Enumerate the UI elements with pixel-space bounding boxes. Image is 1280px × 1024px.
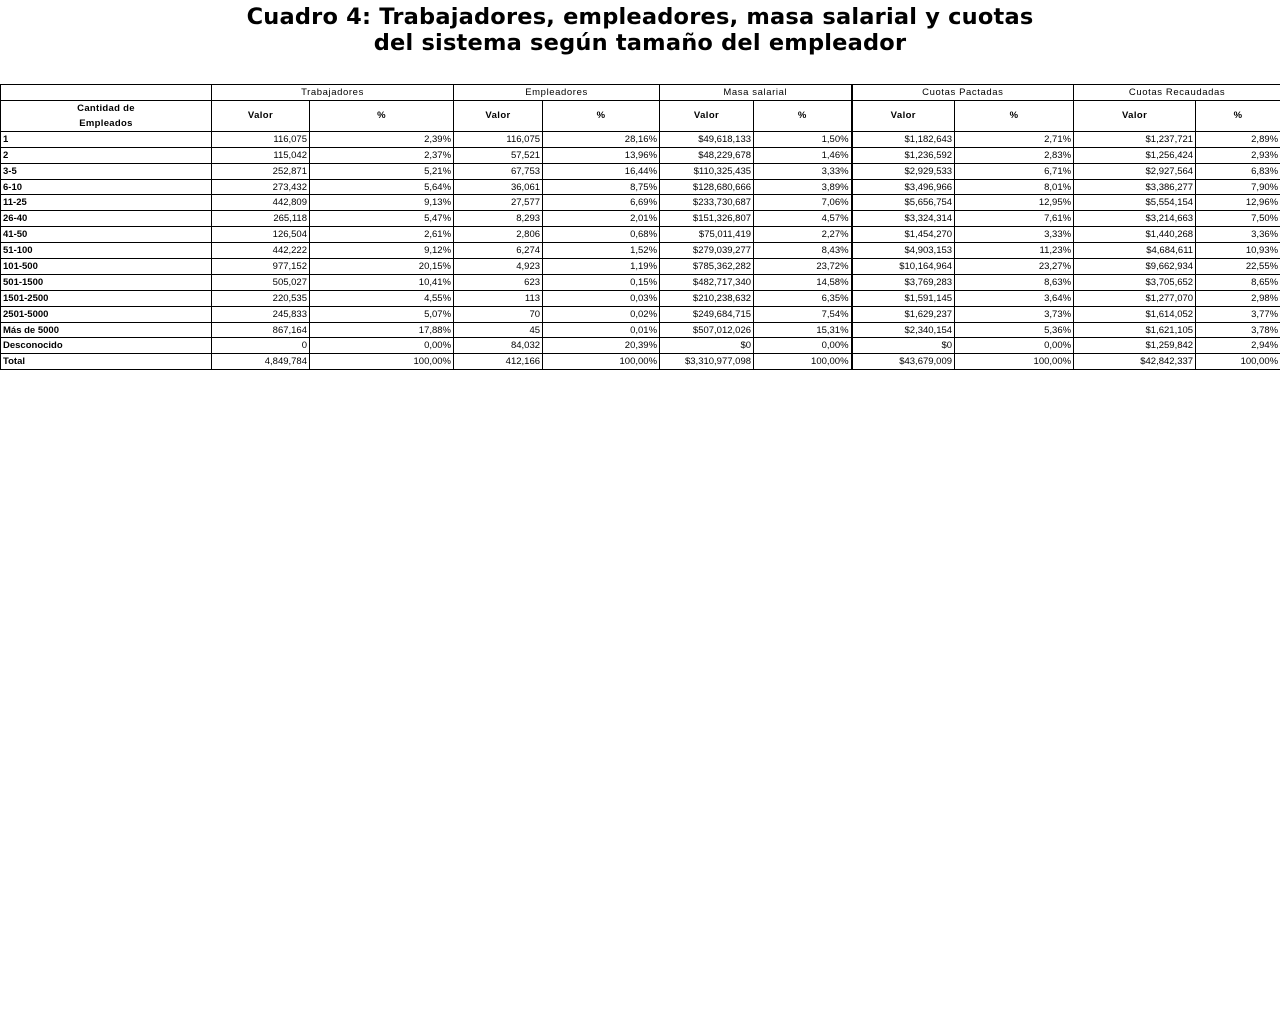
percent-cell: 12,95%: [955, 195, 1074, 211]
percent-cell: 9,12%: [310, 243, 454, 259]
percent-cell: 6,35%: [754, 290, 852, 306]
stub-header-blank: [1, 85, 212, 101]
percent-cell: 7,61%: [955, 211, 1074, 227]
percent-cell: 1,52%: [543, 243, 660, 259]
percent-cell: 3,73%: [955, 306, 1074, 322]
value-cell: $2,927,564: [1074, 163, 1196, 179]
value-cell: 867,164: [212, 322, 310, 338]
value-cell: $3,310,977,098: [660, 354, 754, 370]
value-cell: $9,662,934: [1074, 259, 1196, 275]
value-cell: 126,504: [212, 227, 310, 243]
percent-cell: 1,46%: [754, 147, 852, 163]
percent-cell: 8,01%: [955, 179, 1074, 195]
value-cell: $5,554,154: [1074, 195, 1196, 211]
value-cell: 977,152: [212, 259, 310, 275]
value-cell: $4,684,611: [1074, 243, 1196, 259]
value-cell: 116,075: [212, 131, 310, 147]
table-row: [1, 306, 1280, 322]
row-label: 26-40: [1, 211, 212, 227]
percent-cell: 1,19%: [543, 259, 660, 275]
value-cell: 623: [454, 274, 543, 290]
value-cell: $1,236,592: [852, 147, 955, 163]
percent-cell: 7,90%: [1196, 179, 1280, 195]
table-row: [1, 131, 1280, 147]
group-header-cuotas-pactadas: Cuotas Pactadas: [852, 85, 1074, 101]
value-cell: 0: [212, 338, 310, 354]
percent-cell: 5,36%: [955, 322, 1074, 338]
percent-cell: 8,65%: [1196, 274, 1280, 290]
value-cell: $3,769,283: [852, 274, 955, 290]
value-cell: $2,929,533: [852, 163, 955, 179]
value-cell: 245,833: [212, 306, 310, 322]
sub-header-valor: Valor: [1074, 100, 1196, 131]
percent-cell: 23,72%: [754, 259, 852, 275]
table-row: [1, 290, 1280, 306]
row-label: 2: [1, 147, 212, 163]
table-row: [1, 147, 1280, 163]
data-table: [0, 84, 1280, 370]
row-label: Más de 5000: [1, 322, 212, 338]
title-line-2: del sistema según tamaño del empleador: [373, 30, 907, 56]
value-cell: $1,256,424: [1074, 147, 1196, 163]
value-cell: $249,684,715: [660, 306, 754, 322]
row-label: 1: [1, 131, 212, 147]
group-header-masa-salarial: Masa salarial: [660, 85, 852, 101]
percent-cell: 2,83%: [955, 147, 1074, 163]
value-cell: 70: [454, 306, 543, 322]
value-cell: $48,229,678: [660, 147, 754, 163]
percent-cell: 0,00%: [310, 338, 454, 354]
percent-cell: 2,71%: [955, 131, 1074, 147]
sub-header-valor: Valor: [660, 100, 754, 131]
table-row: [1, 274, 1280, 290]
value-cell: $1,629,237: [852, 306, 955, 322]
percent-cell: 2,89%: [1196, 131, 1280, 147]
percent-cell: 3,64%: [955, 290, 1074, 306]
value-cell: $482,717,340: [660, 274, 754, 290]
percent-cell: 2,98%: [1196, 290, 1280, 306]
value-cell: $3,324,314: [852, 211, 955, 227]
value-cell: 220,535: [212, 290, 310, 306]
percent-cell: 2,39%: [310, 131, 454, 147]
percent-cell: 2,27%: [754, 227, 852, 243]
value-cell: $43,679,009: [852, 354, 955, 370]
value-cell: $1,591,145: [852, 290, 955, 306]
group-header-cuotas-recaudadas: Cuotas Recaudadas: [1074, 85, 1280, 101]
value-cell: $3,214,663: [1074, 211, 1196, 227]
stub-header-line-1: Cantidad de: [77, 102, 135, 114]
value-cell: $110,325,435: [660, 163, 754, 179]
percent-cell: 16,44%: [543, 163, 660, 179]
value-cell: $4,903,153: [852, 243, 955, 259]
table-row: [1, 195, 1280, 211]
percent-cell: 3,33%: [955, 227, 1074, 243]
percent-cell: 3,36%: [1196, 227, 1280, 243]
value-cell: $1,277,070: [1074, 290, 1196, 306]
percent-cell: 0,01%: [543, 322, 660, 338]
value-cell: $1,454,270: [852, 227, 955, 243]
percent-cell: 0,03%: [543, 290, 660, 306]
row-label: 3-5: [1, 163, 212, 179]
sub-header-valor: Valor: [212, 100, 310, 131]
percent-cell: 100,00%: [1196, 354, 1280, 370]
sub-header-pct: %: [310, 100, 454, 131]
page-title: [0, 4, 1280, 56]
percent-cell: 15,31%: [754, 322, 852, 338]
value-cell: 36,061: [454, 179, 543, 195]
group-header-empleadores: Empleadores: [454, 85, 660, 101]
row-label: 51-100: [1, 243, 212, 259]
value-cell: $1,259,842: [1074, 338, 1196, 354]
value-cell: $42,842,337: [1074, 354, 1196, 370]
percent-cell: 100,00%: [754, 354, 852, 370]
value-cell: 4,849,784: [212, 354, 310, 370]
value-cell: $5,656,754: [852, 195, 955, 211]
percent-cell: 6,69%: [543, 195, 660, 211]
sub-header-row: [1, 100, 1280, 131]
row-label: 41-50: [1, 227, 212, 243]
percent-cell: 2,37%: [310, 147, 454, 163]
percent-cell: 0,00%: [955, 338, 1074, 354]
percent-cell: 0,02%: [543, 306, 660, 322]
value-cell: 505,027: [212, 274, 310, 290]
value-cell: $128,680,666: [660, 179, 754, 195]
value-cell: $1,182,643: [852, 131, 955, 147]
value-cell: $151,326,807: [660, 211, 754, 227]
percent-cell: 8,63%: [955, 274, 1074, 290]
percent-cell: 12,96%: [1196, 195, 1280, 211]
value-cell: $279,039,277: [660, 243, 754, 259]
percent-cell: 2,93%: [1196, 147, 1280, 163]
percent-cell: 9,13%: [310, 195, 454, 211]
value-cell: 57,521: [454, 147, 543, 163]
percent-cell: 20,39%: [543, 338, 660, 354]
percent-cell: 100,00%: [955, 354, 1074, 370]
value-cell: $75,011,419: [660, 227, 754, 243]
value-cell: $2,340,154: [852, 322, 955, 338]
percent-cell: 5,07%: [310, 306, 454, 322]
value-cell: $233,730,687: [660, 195, 754, 211]
table-row: [1, 338, 1280, 354]
percent-cell: 2,94%: [1196, 338, 1280, 354]
percent-cell: 3,89%: [754, 179, 852, 195]
title-line-1: Cuadro 4: Trabajadores, empleadores, masa salarial y cuotas: [246, 4, 1034, 30]
value-cell: $1,237,721: [1074, 131, 1196, 147]
value-cell: $0: [660, 338, 754, 354]
value-cell: 27,577: [454, 195, 543, 211]
value-cell: $10,164,964: [852, 259, 955, 275]
percent-cell: 10,41%: [310, 274, 454, 290]
value-cell: $785,362,282: [660, 259, 754, 275]
group-header-trabajadores: Trabajadores: [212, 85, 454, 101]
percent-cell: 6,83%: [1196, 163, 1280, 179]
percent-cell: 8,43%: [754, 243, 852, 259]
stub-header-line-2: Empleados: [79, 117, 133, 129]
value-cell: $3,496,966: [852, 179, 955, 195]
percent-cell: 23,27%: [955, 259, 1074, 275]
row-label: Total: [1, 354, 212, 370]
value-cell: 113: [454, 290, 543, 306]
percent-cell: 5,21%: [310, 163, 454, 179]
sub-header-pct: %: [955, 100, 1074, 131]
value-cell: 252,871: [212, 163, 310, 179]
percent-cell: 14,58%: [754, 274, 852, 290]
value-cell: 84,032: [454, 338, 543, 354]
percent-cell: 100,00%: [310, 354, 454, 370]
percent-cell: 5,64%: [310, 179, 454, 195]
percent-cell: 2,61%: [310, 227, 454, 243]
sub-header-valor: Valor: [454, 100, 543, 131]
row-label: 1501-2500: [1, 290, 212, 306]
table-row: [1, 354, 1280, 370]
table-row: [1, 259, 1280, 275]
percent-cell: 1,50%: [754, 131, 852, 147]
percent-cell: 3,77%: [1196, 306, 1280, 322]
value-cell: $1,440,268: [1074, 227, 1196, 243]
value-cell: 412,166: [454, 354, 543, 370]
percent-cell: 100,00%: [543, 354, 660, 370]
value-cell: 45: [454, 322, 543, 338]
value-cell: 4,923: [454, 259, 543, 275]
percent-cell: 4,55%: [310, 290, 454, 306]
percent-cell: 7,54%: [754, 306, 852, 322]
table-row: [1, 163, 1280, 179]
table-row: [1, 243, 1280, 259]
value-cell: 442,222: [212, 243, 310, 259]
percent-cell: 5,47%: [310, 211, 454, 227]
sub-header-valor: Valor: [852, 100, 955, 131]
value-cell: 265,118: [212, 211, 310, 227]
value-cell: 273,432: [212, 179, 310, 195]
value-cell: $0: [852, 338, 955, 354]
value-cell: 116,075: [454, 131, 543, 147]
percent-cell: 10,93%: [1196, 243, 1280, 259]
percent-cell: 28,16%: [543, 131, 660, 147]
percent-cell: 20,15%: [310, 259, 454, 275]
row-label: 501-1500: [1, 274, 212, 290]
value-cell: 442,809: [212, 195, 310, 211]
group-header-row: [1, 85, 1280, 101]
value-cell: $1,621,105: [1074, 322, 1196, 338]
value-cell: $3,705,652: [1074, 274, 1196, 290]
value-cell: 8,293: [454, 211, 543, 227]
table-row: [1, 211, 1280, 227]
percent-cell: 13,96%: [543, 147, 660, 163]
stub-header: [1, 100, 212, 131]
percent-cell: 11,23%: [955, 243, 1074, 259]
table-row: [1, 227, 1280, 243]
row-label: 2501-5000: [1, 306, 212, 322]
sub-header-pct: %: [754, 100, 852, 131]
value-cell: 115,042: [212, 147, 310, 163]
percent-cell: 8,75%: [543, 179, 660, 195]
percent-cell: 22,55%: [1196, 259, 1280, 275]
percent-cell: 3,33%: [754, 163, 852, 179]
percent-cell: 7,06%: [754, 195, 852, 211]
value-cell: $3,386,277: [1074, 179, 1196, 195]
value-cell: $210,238,632: [660, 290, 754, 306]
row-label: 6-10: [1, 179, 212, 195]
value-cell: $1,614,052: [1074, 306, 1196, 322]
percent-cell: 6,71%: [955, 163, 1074, 179]
value-cell: 2,806: [454, 227, 543, 243]
value-cell: 67,753: [454, 163, 543, 179]
percent-cell: 7,50%: [1196, 211, 1280, 227]
value-cell: 6,274: [454, 243, 543, 259]
row-label: 101-500: [1, 259, 212, 275]
value-cell: $49,618,133: [660, 131, 754, 147]
percent-cell: 17,88%: [310, 322, 454, 338]
percent-cell: 4,57%: [754, 211, 852, 227]
percent-cell: 0,68%: [543, 227, 660, 243]
table-row: [1, 179, 1280, 195]
percent-cell: 3,78%: [1196, 322, 1280, 338]
table-row: [1, 322, 1280, 338]
sub-header-pct: %: [543, 100, 660, 131]
percent-cell: 0,15%: [543, 274, 660, 290]
row-label: 11-25: [1, 195, 212, 211]
percent-cell: 2,01%: [543, 211, 660, 227]
sub-header-pct: %: [1196, 100, 1280, 131]
percent-cell: 0,00%: [754, 338, 852, 354]
value-cell: $507,012,026: [660, 322, 754, 338]
row-label: Desconocido: [1, 338, 212, 354]
